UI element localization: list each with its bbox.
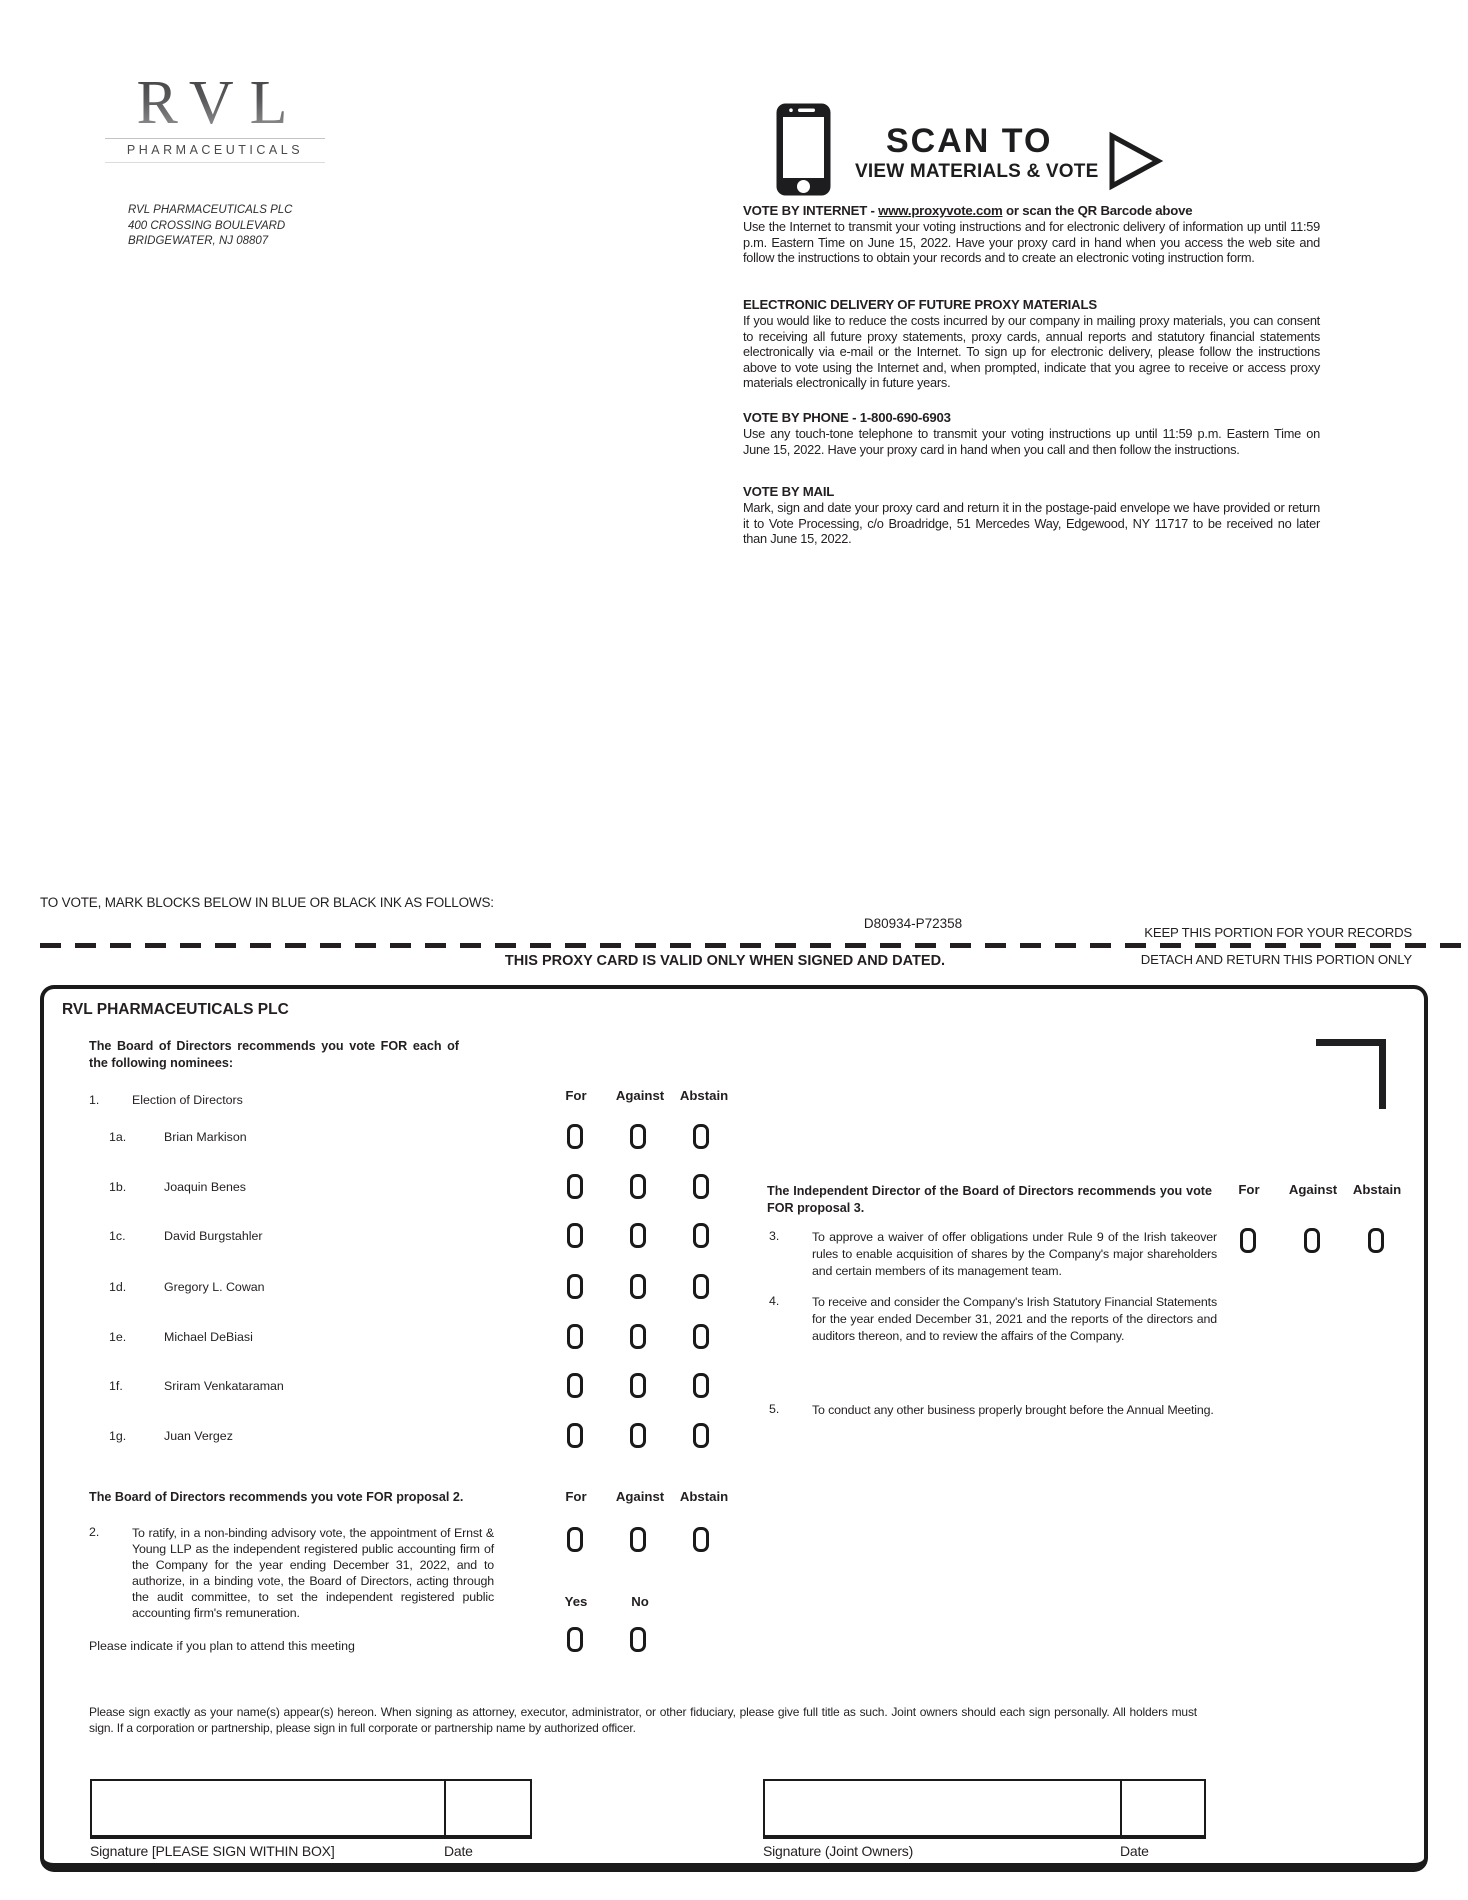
address-line: 400 CROSSING BOULEVARD — [128, 219, 286, 232]
nominee-name: Gregory L. Cowan — [164, 1280, 265, 1294]
valid-when-signed-note: THIS PROXY CARD IS VALID ONLY WHEN SIGNED AND DATED. — [504, 953, 946, 969]
nominee-row-1f — [44, 1373, 1424, 1399]
vote-by-internet-section — [743, 203, 1320, 266]
control-number: D80934-P72358 — [863, 916, 963, 931]
checkbox-p3-against[interactable] — [1304, 1228, 1320, 1253]
proxy-ballot-card — [40, 985, 1428, 1872]
proposal2-checkboxes — [567, 1527, 709, 1552]
nominee-row-1g — [44, 1423, 1424, 1449]
electronic-delivery-section — [743, 297, 1320, 391]
signature-box-primary[interactable] — [90, 1779, 532, 1839]
nominee-row-1e — [44, 1324, 1424, 1350]
checkbox-1a-for[interactable] — [567, 1124, 583, 1149]
nominee-name: Brian Markison — [164, 1130, 247, 1144]
checkbox-1f-abstain[interactable] — [693, 1373, 709, 1398]
against-header: Against — [615, 1088, 665, 1103]
signature-date-divider — [1120, 1781, 1122, 1835]
checkbox-1g-for[interactable] — [567, 1423, 583, 1448]
checkbox-p2-against[interactable] — [630, 1527, 646, 1552]
registration-corner-mark — [1316, 1039, 1385, 1046]
for-header: For — [565, 1088, 587, 1103]
nominee-name: Sriram Venkataraman — [164, 1379, 284, 1393]
date-label: Date — [1120, 1843, 1149, 1859]
company-logo — [105, 70, 325, 163]
signature-date-divider — [444, 1781, 446, 1835]
checkbox-1b-against[interactable] — [630, 1174, 646, 1199]
nominee-id: 1a. — [109, 1130, 127, 1144]
checkbox-1g-abstain[interactable] — [693, 1423, 709, 1448]
checkbox-1c-abstain[interactable] — [693, 1223, 709, 1248]
vote-by-phone-section — [743, 410, 1320, 457]
nominee-name: Michael DeBiasi — [164, 1330, 253, 1344]
checkbox-1a-against[interactable] — [630, 1124, 646, 1149]
nominee-row-1c — [44, 1223, 1424, 1249]
scan-subtitle-text: VIEW MATERIALS & VOTE — [855, 161, 1099, 182]
proposal4-number: 4. — [769, 1294, 780, 1308]
nominee-row-1a — [44, 1124, 1424, 1150]
checkbox-1a-abstain[interactable] — [693, 1124, 709, 1149]
for-header: For — [565, 1489, 587, 1504]
vote-by-mail-heading: VOTE BY MAIL — [743, 484, 835, 499]
against-header: Against — [615, 1489, 665, 1504]
checkbox-1c-against[interactable] — [630, 1223, 646, 1248]
nominee-row-1d — [44, 1274, 1424, 1300]
checkbox-p2-for[interactable] — [567, 1527, 583, 1552]
board-recommendation-nominees: The Board of Directors recommends you vote FOR each of the following nominees: — [89, 1039, 459, 1070]
attend-checkboxes — [567, 1627, 646, 1652]
vote-by-internet-body: Use the Internet to transmit your voting instructions and for electronic delivery of information up until 11:59 p.m. Eastern Time on June 15, 2022. Have your proxy card in hand when you access the web site and follow the instructions to obtain your records and to create an electronic voting instruction form. — [743, 219, 1320, 266]
vote-header-proposal2 — [544, 1489, 736, 1504]
abstain-header: Abstain — [679, 1088, 729, 1103]
vote-by-internet-heading — [743, 203, 1320, 218]
yes-no-header — [544, 1594, 672, 1609]
attend-meeting-label: Please indicate if you plan to attend this meeting — [89, 1639, 355, 1653]
smartphone-icon — [775, 102, 832, 197]
checkbox-p3-for[interactable] — [1240, 1228, 1256, 1253]
marking-instruction: TO VOTE, MARK BLOCKS BELOW IN BLUE OR BLACK INK AS FOLLOWS: — [40, 895, 494, 910]
proposal1-number: 1. — [89, 1093, 100, 1107]
nominee-id: 1g. — [109, 1429, 127, 1443]
checkbox-p2-abstain[interactable] — [693, 1527, 709, 1552]
abstain-header: Abstain — [1352, 1182, 1402, 1197]
proposal4-text: To receive and consider the Company's Irish Statutory Financial Statements for the year ended December 31, 2021 and the reports of the directors and auditors thereon, and to review the affairs of the Company. — [812, 1295, 1217, 1343]
nominee-id: 1f. — [109, 1379, 123, 1393]
checkbox-1b-abstain[interactable] — [693, 1174, 709, 1199]
independent-director-recommendation: The Independent Director of the Board of Directors recommends you vote FOR proposal 3. — [767, 1184, 1212, 1215]
company-address — [128, 203, 292, 250]
vote-by-mail-section — [743, 484, 1320, 547]
abstain-header: Abstain — [679, 1489, 729, 1504]
electronic-delivery-heading: ELECTRONIC DELIVERY OF FUTURE PROXY MATERIALS — [743, 297, 1097, 312]
checkbox-1b-for[interactable] — [567, 1174, 583, 1199]
checkbox-1d-abstain[interactable] — [693, 1274, 709, 1299]
no-header: No — [631, 1594, 649, 1609]
proposal2-text: To ratify, in a non-binding advisory vote, the appointment of Ernst & Young LLP as the independent registered public accounting firm of the Company for the year ending December 31, 2022, and to authorize, in a binding vote, the Board of Directors, acting through the audit committee, to set the independent registered public accounting firm's remuneration. — [132, 1526, 494, 1620]
vote-by-phone-body: Use any touch-tone telephone to transmit your voting instructions up until 11:59 p.m. Eastern Time on June 15, 2022. Have your proxy card in hand when you call and then follow the instructions. — [743, 426, 1320, 457]
electronic-delivery-body: If you would like to reduce the costs incurred by our company in mailing proxy materials, you can consent to receiving all future proxy statements, proxy cards, annual reports and statutory financial statements electronically via e-mail or the Internet. To sign up for electronic delivery, please follow the instructions above to vote using the Internet and, when prompted, indicate that you agree to receive or access proxy materials electronically in future years. — [743, 313, 1320, 391]
nominee-name: Joaquin Benes — [164, 1180, 246, 1194]
proposal3-checkboxes — [1240, 1228, 1384, 1253]
arrow-right-icon — [1108, 130, 1164, 192]
vote-by-phone-heading: VOTE BY PHONE - 1-800-690-6903 — [743, 410, 951, 425]
signature-primary-label: Signature [PLEASE SIGN WITHIN BOX] — [90, 1843, 335, 1859]
nominee-id: 1e. — [109, 1330, 127, 1344]
checkbox-1d-against[interactable] — [630, 1274, 646, 1299]
yes-header: Yes — [564, 1594, 588, 1609]
signature-joint-label: Signature (Joint Owners) — [763, 1843, 914, 1859]
proposal5-number: 5. — [769, 1402, 780, 1416]
vote-header-proposal3 — [1217, 1182, 1409, 1197]
heading-suffix: or scan the QR Barcode above — [1002, 203, 1193, 218]
proposal2-number: 2. — [89, 1525, 100, 1539]
checkbox-1e-abstain[interactable] — [693, 1324, 709, 1349]
card-company-title: RVL PHARMACEUTICALS PLC — [62, 1001, 289, 1018]
proposal3-number: 3. — [769, 1229, 780, 1243]
address-line: RVL PHARMACEUTICALS PLC — [128, 204, 293, 216]
nominee-id: 1d. — [109, 1280, 127, 1294]
logo-subtitle: PHARMACEUTICALS — [105, 138, 325, 163]
nominee-name: David Burgstahler — [164, 1229, 263, 1243]
registration-corner-mark — [1379, 1039, 1386, 1109]
checkbox-p3-abstain[interactable] — [1368, 1228, 1384, 1253]
proposal1-title: Election of Directors — [132, 1093, 243, 1107]
detach-portion-note: DETACH AND RETURN THIS PORTION ONLY — [1140, 952, 1412, 967]
checkbox-1g-against[interactable] — [630, 1423, 646, 1448]
board-recommendation-proposal2: The Board of Directors recommends you vote FOR proposal 2. — [89, 1490, 464, 1504]
proposal5-text: To conduct any other business properly brought before the Annual Meeting. — [812, 1403, 1214, 1417]
signature-instructions: Please sign exactly as your name(s) appear(s) hereon. When signing as attorney, executor, administrator, or other fiduciary, please give full title as such. Joint owners should each sign personally. All holders must sign. If a corporation or partnership, please sign in full corporate or partnership name by authorized officer. — [89, 1705, 1197, 1735]
perforation-dashed-line — [40, 943, 1462, 948]
scan-to-text: SCAN TO — [886, 122, 1053, 160]
checkbox-attend-no[interactable] — [630, 1627, 646, 1652]
date-label: Date — [444, 1843, 473, 1859]
against-header: Against — [1288, 1182, 1338, 1197]
nominee-id: 1c. — [109, 1229, 126, 1243]
nominee-id: 1b. — [109, 1180, 127, 1194]
vote-by-mail-body: Mark, sign and date your proxy card and return it in the postage-paid envelope we have provided or return it to Vote Processing, c/o Broadridge, 51 Mercedes Way, Edgewood, NY 11717 to be received no later than June 15, 2022. — [743, 500, 1320, 547]
heading-prefix: VOTE BY INTERNET - — [743, 203, 879, 218]
proxyvote-link[interactable]: www.proxyvote.com — [878, 203, 1003, 218]
checkbox-1f-for[interactable] — [567, 1373, 583, 1398]
vote-header-proposal1 — [544, 1088, 736, 1103]
logo-wordmark: RVL — [105, 70, 325, 136]
checkbox-1e-for[interactable] — [567, 1324, 583, 1349]
address-line: BRIDGEWATER, NJ 08807 — [128, 235, 269, 247]
proposal3-text: To approve a waiver of offer obligations under Rule 9 of the Irish takeover rules to enable acquisition of shares by the Company's major shareholders and certain members of its management team. — [812, 1230, 1217, 1278]
signature-box-joint[interactable] — [763, 1779, 1206, 1839]
checkbox-1f-against[interactable] — [630, 1373, 646, 1398]
checkbox-attend-yes[interactable] — [567, 1627, 583, 1652]
checkbox-1c-for[interactable] — [567, 1223, 583, 1248]
checkbox-1e-against[interactable] — [630, 1324, 646, 1349]
keep-portion-note: KEEP THIS PORTION FOR YOUR RECORDS — [1144, 925, 1412, 940]
checkbox-1d-for[interactable] — [567, 1274, 583, 1299]
nominee-name: Juan Vergez — [164, 1429, 233, 1443]
for-header: For — [1238, 1182, 1260, 1197]
